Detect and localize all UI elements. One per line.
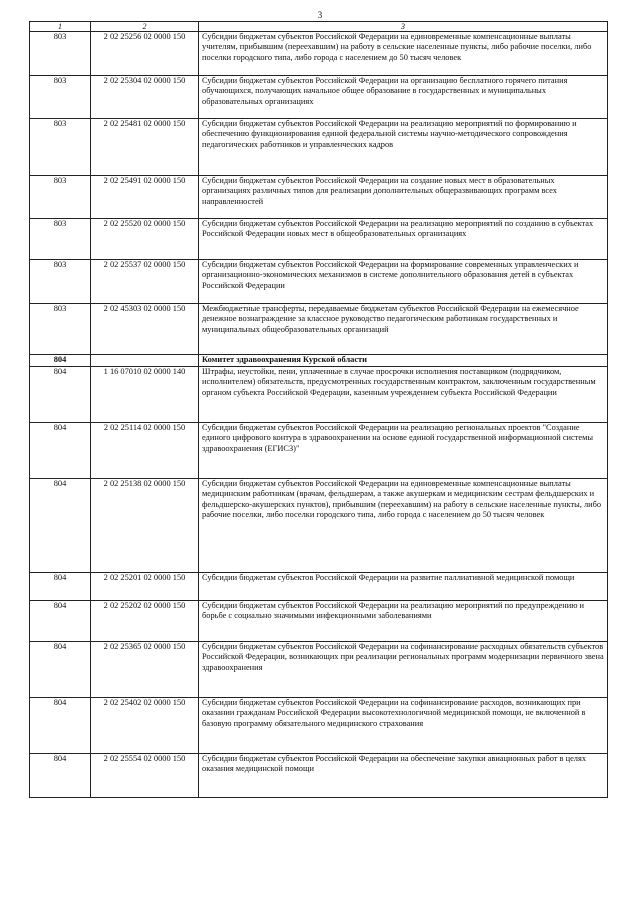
kbk-cell <box>91 355 199 367</box>
admin-code-cell: 803 <box>30 176 91 219</box>
admin-code-cell: 803 <box>30 304 91 355</box>
description-cell: Субсидии бюджетам субъектов Российской Федерации на единовременные компенсационные выплаты медицинским работникам (врачам, фельдшерам, а также акушеркам и медицинским сестрам фельдшерских и фельдшерско-акушерских пунктов), прибывшим (переехавшим) на работу в сельские населенные пункты, либо рабочие поселки, либо поселки городского типа, либо города с населением до 50 тысяч человек <box>199 479 608 573</box>
kbk-cell: 2 02 25304 02 0000 150 <box>91 76 199 119</box>
table-row <box>30 642 608 698</box>
admin-code-cell: 803 <box>30 32 91 76</box>
kbk-cell: 2 02 25138 02 0000 150 <box>91 479 199 573</box>
table-header-row <box>30 22 608 32</box>
description-cell: Субсидии бюджетам субъектов Российской Федерации на развитие паллиативной медицинской помощи <box>199 573 608 601</box>
column-header-description: 3 <box>199 22 608 32</box>
admin-code-cell: 803 <box>30 119 91 176</box>
description-cell: Субсидии бюджетам субъектов Российской Федерации на софинансирование расходных обязательств субъектов Российской Федерации, возникающих при реализации региональных программ модернизации первичного звена здравоохранения <box>199 642 608 698</box>
table-row <box>30 119 608 176</box>
kbk-cell: 2 02 25201 02 0000 150 <box>91 573 199 601</box>
table-row <box>30 304 608 355</box>
kbk-cell: 2 02 25114 02 0000 150 <box>91 423 199 479</box>
kbk-cell: 2 02 25491 02 0000 150 <box>91 176 199 219</box>
description-cell: Штрафы, неустойки, пени, уплаченные в случае просрочки исполнения поставщиком (подрядчиком, исполнителем) обязательств, предусмотренных государственным контрактом, заключенным государственным органом субъекта Российской Федерации, казенным учреждением субъекта Российской Федерации <box>199 367 608 423</box>
table-body <box>30 32 608 798</box>
admin-code-cell: 803 <box>30 219 91 260</box>
description-cell: Субсидии бюджетам субъектов Российской Федерации на реализацию мероприятий по созданию в субъектах Российской Федерации новых мест в общеобразовательных организациях <box>199 219 608 260</box>
description-cell: Субсидии бюджетам субъектов Российской Федерации на реализацию мероприятий по предупреждению и борьбе с социально значимыми инфекционными заболеваниями <box>199 601 608 642</box>
table-row <box>30 601 608 642</box>
table-row <box>30 260 608 304</box>
description-cell: Субсидии бюджетам субъектов Российской Федерации на организацию бесплатного горячего питания обучающихся, получающих начальное общее образование в государственных и муниципальных образовательных организациях <box>199 76 608 119</box>
description-cell: Субсидии бюджетам субъектов Российской Федерации на софинансирование расходов, возникающих при оказании гражданам Российской Федерации высокотехнологичной медицинской помощи, не включенной в базовую программу обязательного медицинского страхования <box>199 698 608 754</box>
column-header-kbk: 2 <box>91 22 199 32</box>
admin-code-cell: 803 <box>30 260 91 304</box>
kbk-cell: 2 02 25402 02 0000 150 <box>91 698 199 754</box>
kbk-cell: 2 02 25537 02 0000 150 <box>91 260 199 304</box>
table-row <box>30 698 608 754</box>
description-cell: Субсидии бюджетам субъектов Российской Федерации на обеспечение закупки авиационных работ в целях оказания медицинской помощи <box>199 754 608 798</box>
kbk-cell: 2 02 25202 02 0000 150 <box>91 601 199 642</box>
admin-code-cell: 804 <box>30 698 91 754</box>
description-cell: Субсидии бюджетам субъектов Российской Федерации на создание новых мест в образовательных организациях различных типов для реализации дополнительных общеразвивающих программ всех направленностей <box>199 176 608 219</box>
admin-code-cell: 804 <box>30 355 91 367</box>
kbk-cell: 2 02 25256 02 0000 150 <box>91 32 199 76</box>
kbk-cell: 2 02 25554 02 0000 150 <box>91 754 199 798</box>
admin-code-cell: 804 <box>30 754 91 798</box>
table-row <box>30 367 608 423</box>
table-row <box>30 219 608 260</box>
description-cell: Субсидии бюджетам субъектов Российской Федерации на единовременные компенсационные выплаты учителям, прибывшим (переехавшим) на работу в сельские населенные пункты, либо рабочие поселки, либо поселки городского типа, либо города с населением до 50 тысяч человек <box>199 32 608 76</box>
admin-code-cell: 804 <box>30 601 91 642</box>
admin-code-cell: 804 <box>30 573 91 601</box>
section-header-row <box>30 355 608 367</box>
table-row <box>30 76 608 119</box>
table-row <box>30 423 608 479</box>
table-row <box>30 573 608 601</box>
admin-code-cell: 804 <box>30 423 91 479</box>
description-cell: Межбюджетные трансферты, передаваемые бюджетам субъектов Российской Федерации на ежемесячное денежное вознаграждение за классное руководство педагогическим работникам государственных и муниципальных общеобразовательных организаций <box>199 304 608 355</box>
table-row <box>30 754 608 798</box>
page-number: 3 <box>317 10 323 20</box>
description-cell: Комитет здравоохранения Курской области <box>199 355 608 367</box>
kbk-cell: 1 16 07010 02 0000 140 <box>91 367 199 423</box>
description-cell: Субсидии бюджетам субъектов Российской Федерации на реализацию региональных проектов "Создание единого цифрового контура в здравоохранении на основе единой государственной информационной системы здравоохранения (ЕГИСЗ)" <box>199 423 608 479</box>
admin-code-cell: 803 <box>30 76 91 119</box>
kbk-cell: 2 02 25520 02 0000 150 <box>91 219 199 260</box>
admin-code-cell: 804 <box>30 367 91 423</box>
admin-code-cell: 804 <box>30 642 91 698</box>
table-row <box>30 32 608 76</box>
description-cell: Субсидии бюджетам субъектов Российской Федерации на формирование современных управленческих и организационно-экономических механизмов в системе дополнительного образования детей в субъектах Российской Федерации <box>199 260 608 304</box>
kbk-cell: 2 02 25365 02 0000 150 <box>91 642 199 698</box>
table-row <box>30 176 608 219</box>
kbk-cell: 2 02 25481 02 0000 150 <box>91 119 199 176</box>
admin-code-cell: 804 <box>30 479 91 573</box>
column-header-admin-code: 1 <box>30 22 91 32</box>
table-row <box>30 479 608 573</box>
description-cell: Субсидии бюджетам субъектов Российской Федерации на реализацию мероприятий по формированию и обеспечению функционирования единой федеральной системы научно-методического сопровождения педагогических работников и управленческих кадров <box>199 119 608 176</box>
kbk-cell: 2 02 45303 02 0000 150 <box>91 304 199 355</box>
budget-classification-table <box>29 21 608 798</box>
